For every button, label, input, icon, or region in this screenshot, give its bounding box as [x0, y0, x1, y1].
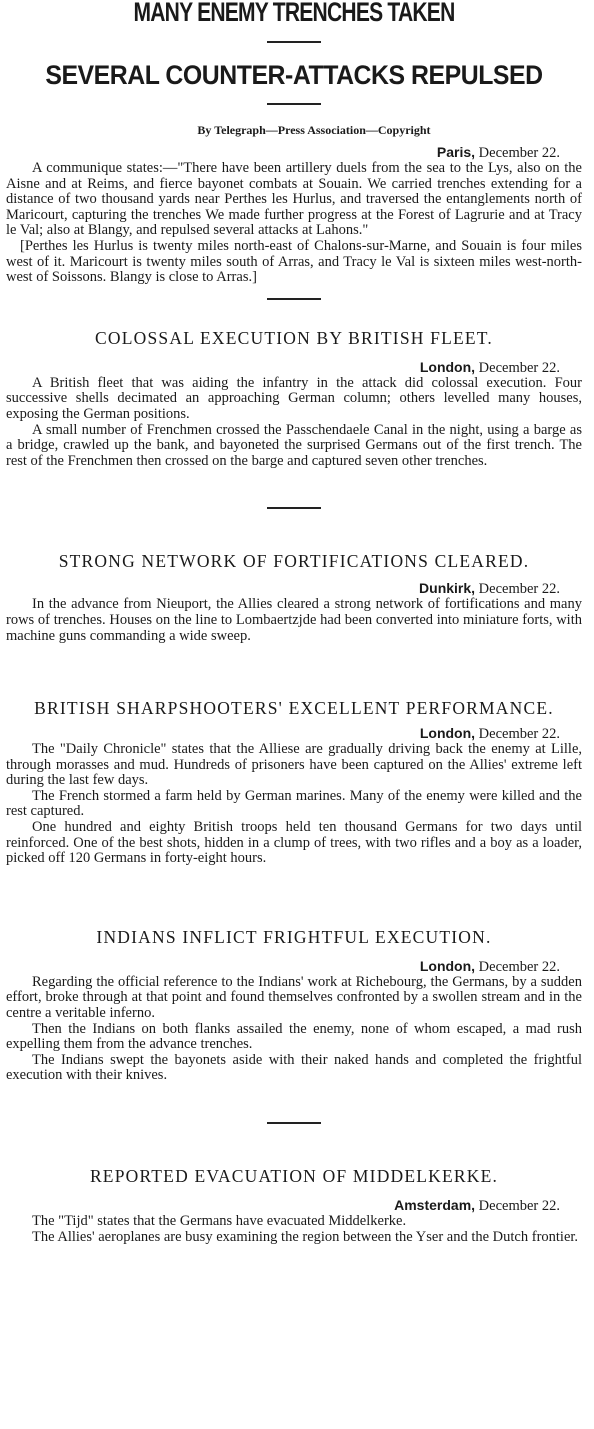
- dateline-date: December 22.: [478, 145, 560, 161]
- dateline: [6, 581, 582, 597]
- section-title: REPORTED EVACUATION OF MIDDELKERKE.: [89, 1166, 499, 1186]
- section-paris: [6, 145, 582, 286]
- dateline: [6, 1198, 582, 1214]
- section-fortifications: [6, 551, 582, 644]
- section-rule: [267, 1122, 321, 1124]
- dateline: [6, 360, 582, 376]
- article-paragraph: The "Daily Chronicle" states that the Alliese are gradually driving back the enemy at Lille, through morasses and mud. Hundreds of prisoners have been captured on the Allies' extreme left during the last few days.: [6, 741, 582, 789]
- section-rule: [267, 507, 321, 509]
- article-paragraph: The "Tijd" states that the Germans have evacuated Middelkerke.: [32, 1213, 407, 1229]
- article-paragraph: In the advance from Nieuport, the Allies cleared a strong network of fortifications and many rows of trenches. Houses on the line to Lombaertzjde had been converted into miniature forts, with machine guns commanding a wide sweep.: [6, 596, 582, 644]
- dateline-place: London,: [419, 358, 476, 375]
- article-paragraph: The Allies' aeroplanes are busy examining the region between the Yser and the Dutch frontier.: [32, 1228, 579, 1245]
- article-paragraph: The Indians swept the bayonets aside with their naked hands and completed the frightful execution with their knives.: [6, 1051, 582, 1084]
- article-paragraph: [Perthes les Hurlus is twenty miles north-east of Chalons-sur-Marne, and Souain is four miles west of it. Maricourt is twenty miles south of Arras, and Tracy le Val is sixteen miles west-north-west of Soissons. Blangy is close to Arras.]: [6, 237, 582, 286]
- section-title: INDIANS INFLICT FRIGHTFUL EXECUTION.: [96, 926, 492, 947]
- headline-rule-2: [267, 103, 321, 105]
- article-paragraph: The French stormed a farm held by German marines. Many of the enemy were killed and the rest captured.: [6, 787, 582, 820]
- section-indians: [6, 927, 582, 1084]
- dateline-place: London,: [419, 957, 476, 974]
- article-paragraph: A small number of Frenchmen crossed the Passchendaele Canal in the night, using a barge as a bridge, crawled up the bank, and bayoneted the surprised Germans out of the first trench. The rest of the Frenchmen then crossed on the barge and captured seven other trenches.: [6, 421, 582, 469]
- sub-headline: SEVERAL COUNTER-ATTACKS REPULSED: [45, 60, 543, 90]
- dateline-place: Dunkirk,: [419, 580, 476, 597]
- dateline-place: Amsterdam,: [394, 1197, 476, 1213]
- section-title: STRONG NETWORK OF FORTIFICATIONS CLEARED.: [58, 551, 530, 572]
- headline-rule-1: [267, 41, 321, 43]
- section-rule: [267, 298, 321, 300]
- article-paragraph: One hundred and eighty British troops held ten thousand Germans for two days until reinforced. One of the best shots, hidden in a clump of trees, with two rifles and a boy as a loader, picked off 120 Germans in forty-eight hours.: [6, 819, 582, 867]
- dateline-place: London,: [419, 725, 476, 742]
- article-paragraph: A British fleet that was aiding the infantry in the attack did colossal execution. Four successive shells decimated an approaching German column; others levelled many houses, exposing the German positions.: [6, 374, 582, 422]
- dateline-date: December 22.: [478, 958, 560, 975]
- dateline: [6, 726, 582, 742]
- section-middelkerke: [6, 1166, 582, 1245]
- article-paragraph: Regarding the official reference to the Indians' work at Richebourg, the Germans, by a sudden effort, broke through at that point and found themselves confronted by a swollen stream and in the centre a veritable inferno.: [6, 973, 582, 1022]
- article-paragraph: A communique states:—"There have been artillery duels from the sea to the Lys, also on the Aisne and at Reims, and fierce bayonet combats at Souain. We carried trenches extending for a distance of two thousand yards near Perthes les Hurlus, and traversed the entanglements north of Maricourt, capturing the trenches We made further progress at the Forest of Lagrurie and at Tracy le Val; also at Blangy, and repulsed several attacks at Lahons.": [6, 160, 582, 239]
- section-title: BRITISH SHARPSHOOTERS' EXCELLENT PERFORMANCE.: [34, 698, 554, 719]
- dateline-place: Paris,: [436, 144, 476, 160]
- dateline-date: December 22.: [478, 726, 560, 743]
- section-british-fleet: [6, 328, 582, 470]
- dateline-date: December 22.: [478, 359, 560, 376]
- section-sharpshooters: [6, 698, 582, 867]
- dateline-date: December 22.: [478, 581, 560, 598]
- section-title: COLOSSAL EXECUTION BY BRITISH FLEET.: [95, 327, 493, 348]
- byline: By Telegraph—Press Association—Copyright: [197, 123, 431, 137]
- dateline: [6, 145, 582, 161]
- main-headline: MANY ENEMY TRENCHES TAKEN: [133, 0, 455, 27]
- article-paragraph: Then the Indians on both flanks assailed the enemy, none of whom escaped, a mad rush expelling them from the advance trenches.: [6, 1020, 582, 1053]
- dateline: [6, 959, 582, 975]
- dateline-date: December 22.: [478, 1198, 560, 1214]
